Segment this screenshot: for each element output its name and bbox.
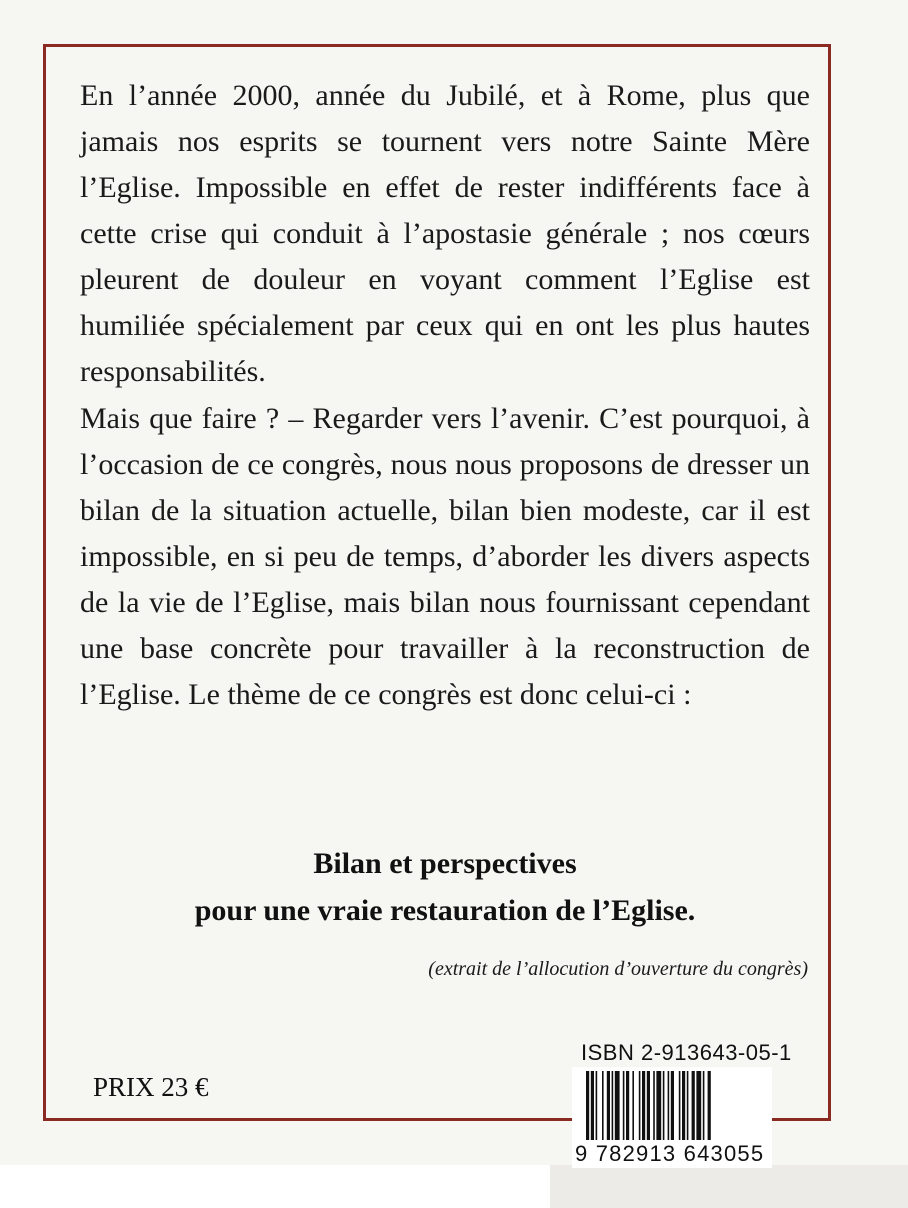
barcode-bar [639,1071,641,1141]
isbn-label: ISBN 2-913643-05-1 [581,1040,792,1065]
barcode-digits: 9 782913 643055 [572,1140,772,1168]
barcode-bar [703,1071,705,1141]
barcode-bars [572,1067,772,1147]
barcode-bar [692,1071,695,1141]
barcode-bar [647,1071,650,1141]
bottom-shade [550,1165,908,1208]
barcode-bar [586,1071,589,1147]
barcode-bar [696,1071,701,1141]
theme-line-2: pour une vraie restauration de l’Eglise. [194,894,696,927]
bottom-strip [0,1165,908,1208]
congress-theme [80,840,810,934]
barcode-bar [671,1071,674,1141]
intro-paragraph: En l’année 2000, année du Jubilé, et à Rome, plus que jamais nos esprits se tournent vers notre Sainte Mère l’Eglise. Impossible en effet de rester indifférents face à cette crise qui conduit à l’apostasie générale ; nos cœurs pleurent de douleur en voyant comment l’Eglise est humiliée spécialement par ceux qui en ont les plus hautes responsabilités. [80,79,810,388]
barcode-bar [663,1071,665,1141]
barcode-bar [668,1071,670,1141]
barcode-bar [687,1071,689,1141]
second-paragraph: Mais que faire ? – Regarder vers l’avenir. C’est pourquoi, à l’occasion de ce congrès, nous nous proposons de dresser un bilan de la situation actuelle, bilan bien modeste, car il est impossible, en si peu de temps, d’aborder les divers aspects de la vie de l’Eglise, mais bilan nous fournissant cependant une base concrète pour travailler à la reconstruction de l’Eglise. Le thème de ce congrès est donc celui-ci : [80,402,810,711]
barcode-bar [596,1071,598,1141]
barcode-bar [615,1071,620,1141]
barcode-bar [612,1071,614,1141]
barcode-bar [591,1071,594,1141]
source-note: (extrait de l’allocution d’ouverture du congrès) [428,958,808,980]
price-label: PRIX 23 € [93,1072,209,1102]
barcode-bar [626,1071,629,1141]
barcode-bar [679,1071,681,1141]
barcode-bar [607,1071,610,1141]
barcode-bar [642,1071,645,1141]
barcode-bar [708,1071,711,1147]
barcode-bar [602,1071,604,1141]
barcode-bar [656,1071,661,1141]
theme-line-1: Bilan et perspectives [313,847,577,880]
barcode-bar [653,1071,655,1141]
barcode-bar [632,1071,634,1141]
barcode-bar [682,1071,685,1141]
barcode-bar [623,1071,625,1141]
